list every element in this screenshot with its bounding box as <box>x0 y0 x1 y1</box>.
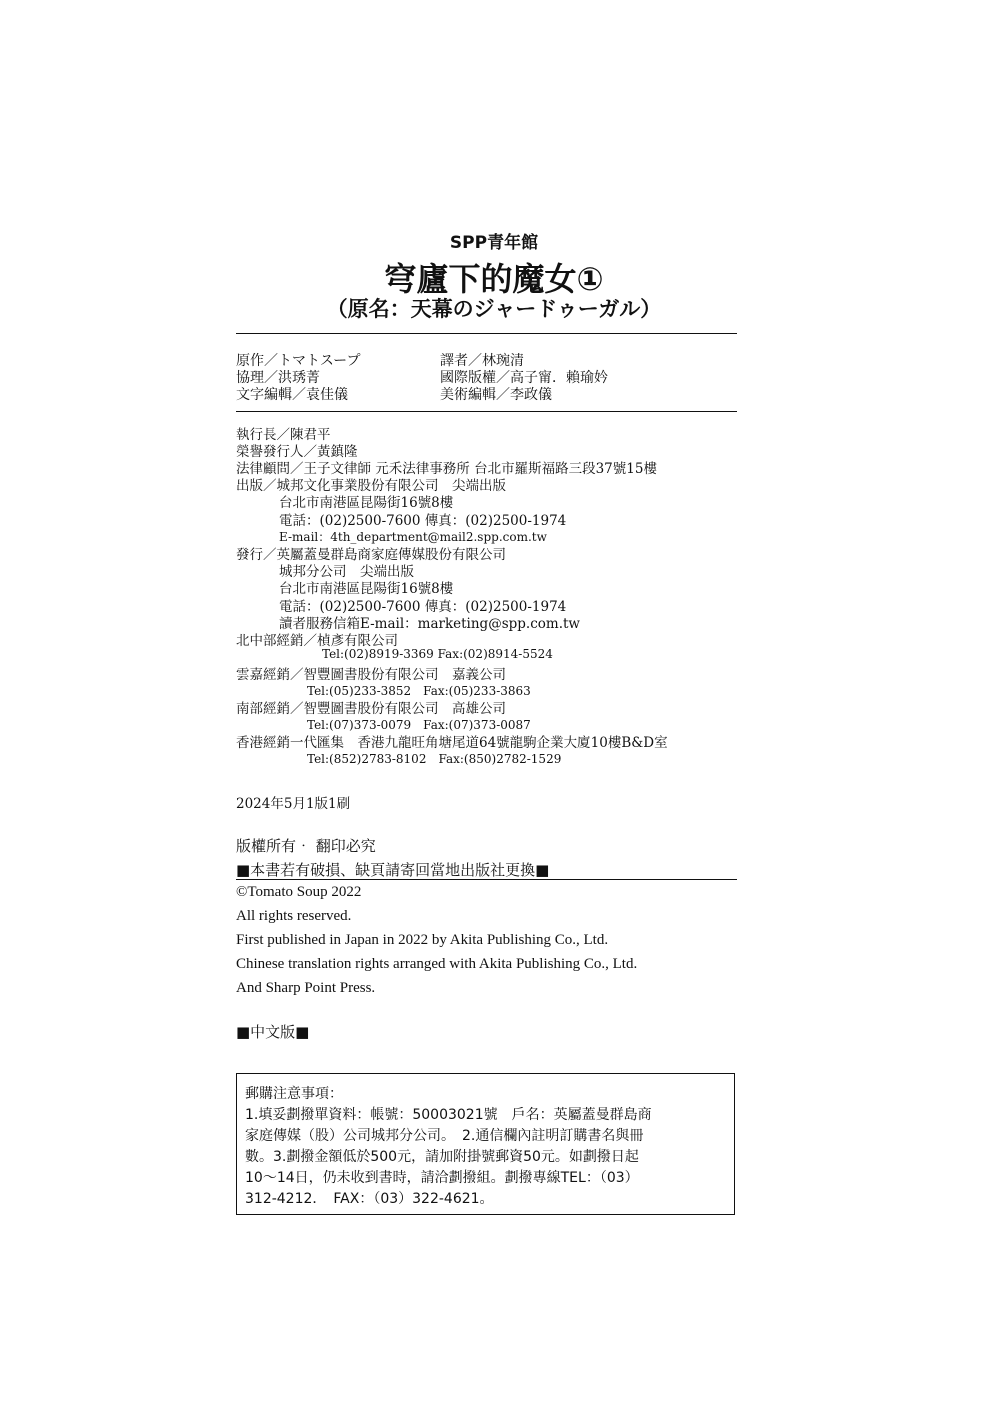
info-hongkong-dealer: 香港經銷一代匯集 香港九龍旺角塘尾道64號龍駒企業大廈10樓B&D室 <box>236 735 668 751</box>
info-honorary-publisher: 榮譽發行人／黃鎮隆 <box>236 444 358 460</box>
info-distributor-phone: 電話：(02)2500-7600 傳真：(02)2500-1974 <box>279 599 567 615</box>
mail-order-line: 家庭傳媒（股）公司城邦分公司。 2.通信欄內註明訂購書名與冊 <box>245 1128 644 1144</box>
original-title: （原名：天幕のジャードゥーガル） <box>326 297 662 321</box>
info-legal-advisor: 法律顧問／王子文律師 元禾法律事務所 台北市羅斯福路三段37號15樓 <box>236 461 657 477</box>
info-hongkong-contact: Tel:(852)2783-8102 Fax:(850)2782-1529 <box>307 752 562 766</box>
divider <box>236 333 737 334</box>
info-publisher-phone: 電話：(02)2500-7600 傳真：(02)2500-1974 <box>279 513 567 529</box>
divider <box>236 411 737 412</box>
mail-order-line: 數。3.劃撥金額低於500元，請加附掛號郵資50元。如劃撥日起 <box>245 1149 639 1165</box>
info-north-central-dealer: 北中部經銷／楨彥有限公司 <box>236 633 398 649</box>
mail-order-line: 10～14日，仍未收到書時，請洽劃撥組。劃撥專線TEL：（03） <box>245 1170 639 1186</box>
credit-manager: 協理／洪琇菁 <box>236 370 320 386</box>
info-south-contact: Tel:(07)373-0079 Fax:(07)373-0087 <box>307 718 531 732</box>
translation-rights-line: Chinese translation rights arranged with Akita Publishing Co., Ltd. <box>236 956 638 972</box>
rights-notice: 版權所有‧ 翻印必究 <box>236 837 376 855</box>
credit-author: 原作／トマトスープ <box>236 353 361 369</box>
mail-order-line: 1.填妥劃撥單資料：帳號：50003021號 戶名：英屬蓋曼群島商 <box>245 1107 652 1123</box>
info-north-central-contact: Tel:(02)8919-3369 Fax:(02)8914-5524 <box>322 647 553 661</box>
print-date: 2024年5月1版1刷 <box>236 796 351 812</box>
damage-return-notice: ■本書若有破損、缺頁請寄回當地出版社更換■ <box>236 861 550 879</box>
series-label: SPP青年館 <box>449 233 539 253</box>
edition-mark: ■中文版■ <box>236 1023 310 1041</box>
divider <box>236 879 737 880</box>
info-ceo: 執行長／陳君平 <box>236 427 331 443</box>
rights-reserved-line: All rights reserved. <box>236 908 352 924</box>
first-published-line: First published in Japan in 2022 by Akita Publishing Co., Ltd. <box>236 932 609 948</box>
mail-order-line: 312-4212． FAX：（03）322-4621。 <box>245 1191 494 1207</box>
book-title: 穹廬下的魔女① <box>384 260 604 298</box>
info-publisher-email: E-mail：4th_department@mail2.spp.com.tw <box>279 530 547 544</box>
sharp-point-press-line: And Sharp Point Press. <box>236 980 376 996</box>
info-yunjia-dealer: 雲嘉經銷／智豐圖書股份有限公司 嘉義公司 <box>236 667 506 683</box>
info-distributor: 發行／英屬蓋曼群島商家庭傳媒股份有限公司 <box>236 547 506 563</box>
credit-international-rights: 國際版權／高子甯．賴瑜妗 <box>440 370 608 386</box>
info-yunjia-contact: Tel:(05)233-3852 Fax:(05)233-3863 <box>307 684 531 698</box>
info-south-dealer: 南部經銷／智豐圖書股份有限公司 高雄公司 <box>236 701 506 717</box>
info-distributor-address: 台北市南港區昆陽街16號8樓 <box>279 581 454 597</box>
credit-translator: 譯者／林琬清 <box>440 353 524 369</box>
mail-order-notice-box <box>236 1073 735 1215</box>
credit-text-editor: 文字編輯／袁佳儀 <box>236 387 348 403</box>
info-publisher-address: 台北市南港區昆陽街16號8樓 <box>279 495 454 511</box>
info-reader-service-email: 讀者服務信箱E-mail：marketing@spp.com.tw <box>279 616 580 632</box>
mail-order-heading: 郵購注意事項： <box>245 1086 343 1102</box>
info-publisher: 出版／城邦文化事業股份有限公司 尖端出版 <box>236 478 506 494</box>
copyright-line: ©Tomato Soup 2022 <box>236 884 362 900</box>
credit-art-editor: 美術編輯／李政儀 <box>440 387 552 403</box>
info-distributor-branch: 城邦分公司 尖端出版 <box>279 564 414 580</box>
